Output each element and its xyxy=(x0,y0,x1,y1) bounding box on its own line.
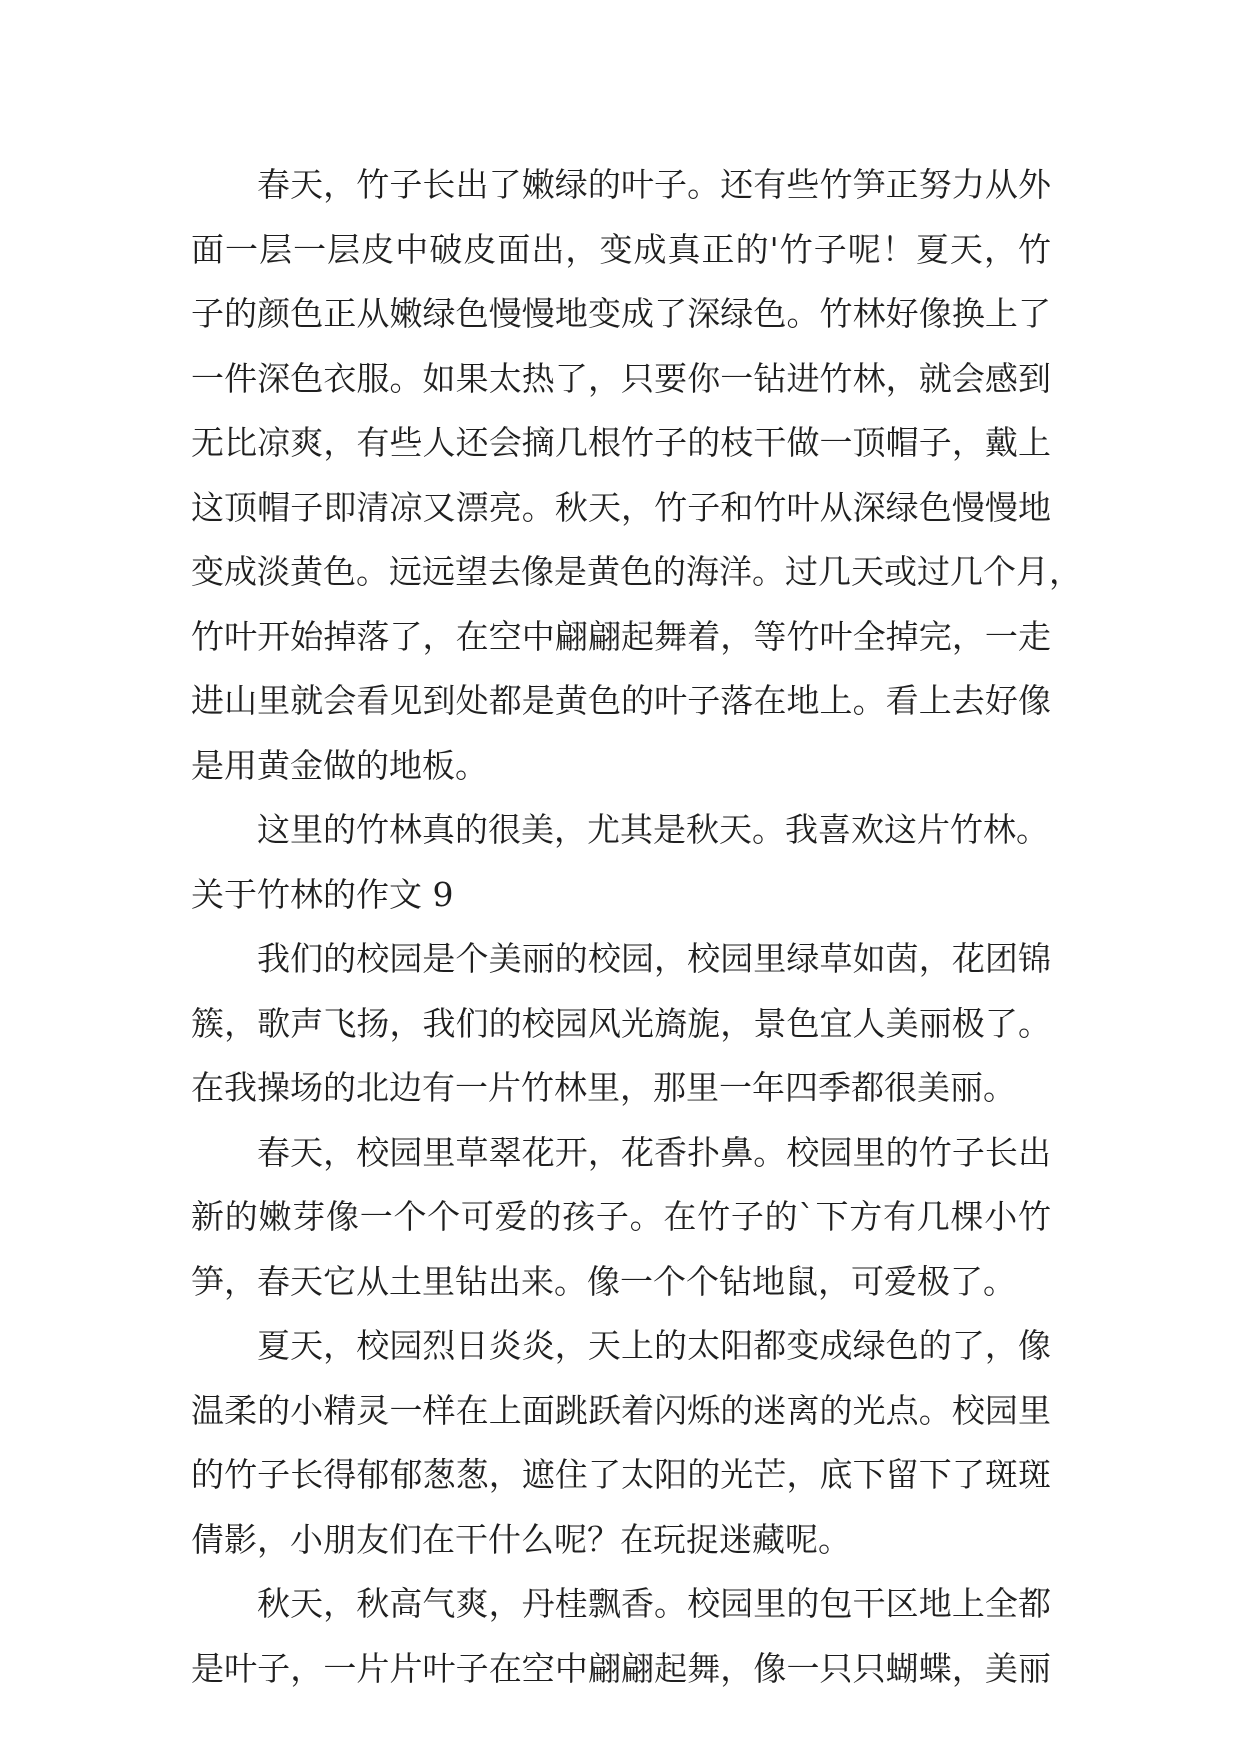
text-line: 是用黄金做的地板。 xyxy=(191,745,488,785)
text-line: 子的颜色正从嫩绿色慢慢地变成了深绿色。竹林好像换上了 xyxy=(191,294,1051,333)
essay-body xyxy=(191,153,1082,1701)
text-line: 簇，歌声飞扬，我们的校园风光旖旎，景色宜人美丽极了。 xyxy=(191,1003,1051,1043)
text-line: 夏天，校园烈日炎炎，天上的太阳都变成绿色的了，像 xyxy=(257,1326,1051,1365)
text-line: 我们的校园是个美丽的校园，校园里绿草如茵，花团锦 xyxy=(257,939,1051,978)
text-line: 是叶子，一片片叶子在空中翩翩起舞，像一只只蝴蝶，美丽 xyxy=(191,1648,1051,1688)
text-line: 温柔的小精灵一样在上面跳跃着闪烁的迷离的光点。校园里 xyxy=(191,1390,1051,1430)
text-line: 秋天，秋高气爽，丹桂飘香。校园里的包干区地上全都 xyxy=(257,1584,1051,1623)
text-line: 变成淡黄色。远远望去像是黄色的海洋。过几天或过几个月， xyxy=(191,552,1082,591)
text-line: 倩影，小朋友们在干什么呢？在玩捉迷藏呢。 xyxy=(191,1519,851,1559)
text-line: 这顶帽子即清凉又漂亮。秋天，竹子和竹叶从深绿色慢慢地 xyxy=(191,487,1051,527)
text-line: 竹叶开始掉落了，在空中翩翩起舞着，等竹叶全掉完，一走 xyxy=(191,616,1051,656)
text-line: 这里的竹林真的很美，尤其是秋天。我喜欢这片竹林。 xyxy=(257,810,1049,849)
text-line: 春天，竹子长出了嫩绿的叶子。还有些竹笋正努力从外 xyxy=(257,165,1051,204)
text-line: 的竹子长得郁郁葱葱，遮住了太阳的光芒，底下留下了斑斑 xyxy=(191,1455,1051,1494)
text-line: 在我操场的北边有一片竹林里，那里一年四季都很美丽。 xyxy=(191,1068,1016,1107)
text-line: 无比凉爽，有些人还会摘几根竹子的枝干做一顶帽子，戴上 xyxy=(191,423,1051,462)
text-line: 进山里就会看见到处都是黄色的叶子落在地上。看上去好像 xyxy=(191,681,1051,720)
section-heading: 关于竹林的作文 9 xyxy=(191,874,454,914)
text-line: 新的嫩芽像一个个可爱的孩子。在竹子的`下方有几棵小竹 xyxy=(191,1197,1051,1236)
text-line: 笋，春天它从土里钻出来。像一个个钻地鼠，可爱极了。 xyxy=(191,1261,1016,1301)
text-line: 一件深色衣服。如果太热了，只要你一钻进竹林，就会感到 xyxy=(191,358,1051,398)
text-line: 春天，校园里草翠花开，花香扑鼻。校园里的竹子长出 xyxy=(257,1132,1051,1172)
text-line: 面一层一层皮中破皮面出，变成真正的'竹子呢！夏天，竹 xyxy=(191,229,1051,269)
